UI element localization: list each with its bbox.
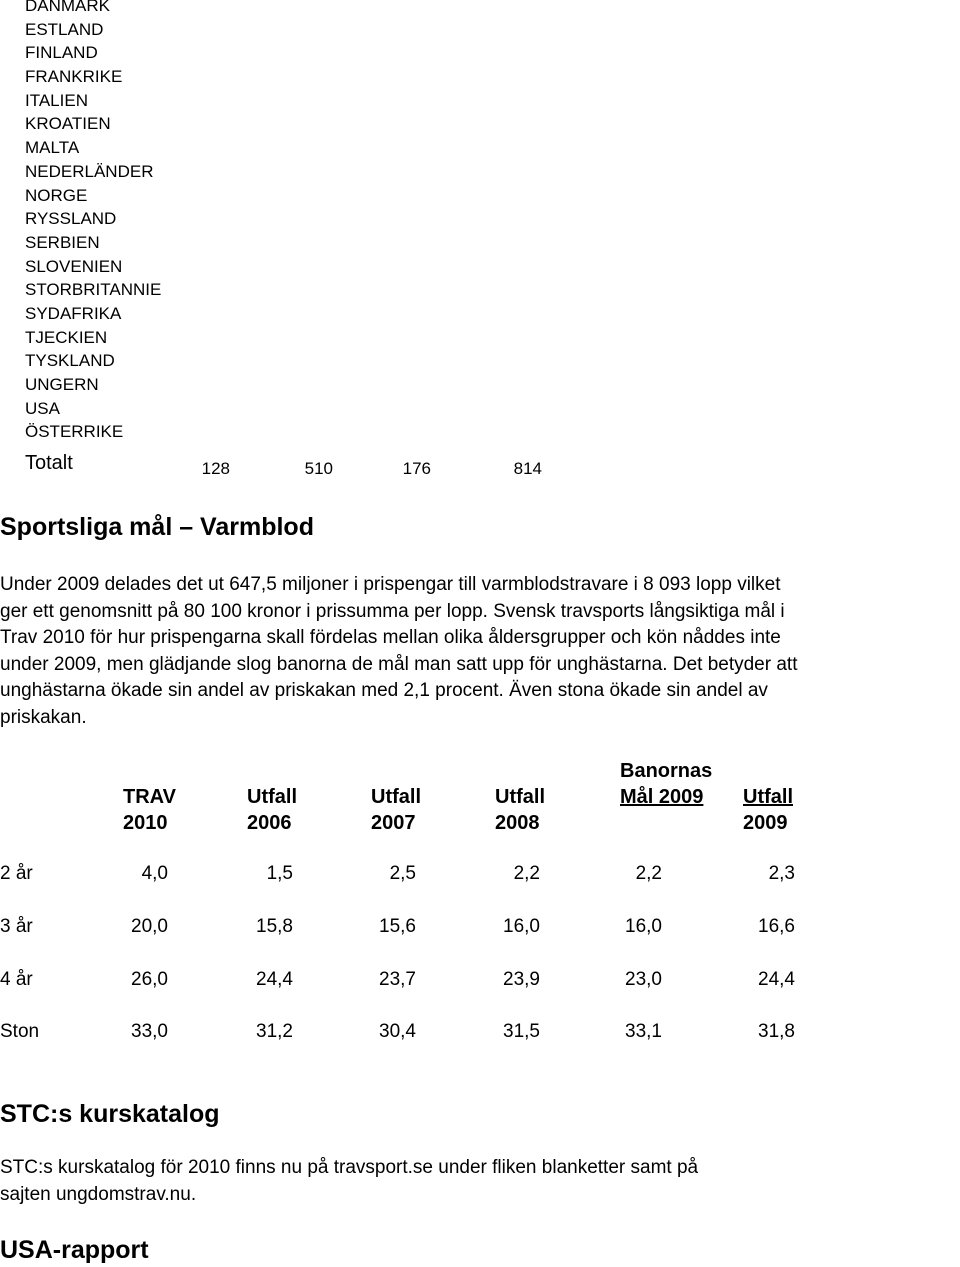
goal-value: 16,0	[625, 916, 662, 937]
goal-row-label: 3 år	[0, 916, 33, 937]
goal-value: 20,0	[131, 916, 168, 937]
country-name: NORGE	[25, 185, 88, 205]
country-name: TYSKLAND	[25, 351, 115, 371]
goal-row	[0, 1021, 960, 1049]
goal-value: 30,4	[379, 1021, 416, 1042]
header-banornas: Banornas	[620, 760, 713, 782]
paragraph-line: STC:s kurskatalog för 2010 finns nu på travsport.se under fliken blanketter samt på	[0, 1157, 699, 1178]
total-label: Totalt	[25, 452, 73, 474]
header-utfall-2009-year: 2009	[743, 812, 788, 834]
header-utfall-2006: Utfall	[247, 786, 297, 808]
goal-value: 16,6	[758, 916, 795, 937]
country-name: TJECKIEN	[25, 327, 108, 347]
goal-value: 23,0	[625, 969, 662, 990]
paragraph-line: Trav 2010 för hur prispengarna skall fördelas mellan olika åldersgrupper och kön nåddes inte	[0, 627, 781, 648]
country-name: USA	[25, 398, 60, 418]
goal-value: 31,8	[758, 1021, 795, 1042]
country-name: ESTLAND	[25, 19, 104, 39]
goal-value: 31,2	[256, 1021, 293, 1042]
goal-value: 24,4	[256, 969, 293, 990]
paragraph-line: under 2009, men glädjande slog banorna de mål man satt upp för unghästarna. Det betyder att	[0, 653, 798, 675]
goal-row	[0, 916, 960, 944]
country-name: FRANKRIKE	[25, 67, 123, 87]
goal-value: 2,2	[635, 863, 662, 884]
goal-value: 26,0	[131, 969, 168, 990]
goal-value: 15,6	[379, 916, 416, 937]
section-heading-usa-rapport: USA-rapport	[0, 1236, 149, 1264]
country-name: SYDAFRIKA	[25, 303, 122, 323]
paragraph-line: ger ett genomsnitt på 80 100 kronor i prissumma per lopp. Svensk travsports långsiktiga mål i	[0, 600, 785, 622]
goal-value: 23,7	[379, 969, 416, 990]
paragraph-line: priskakan.	[0, 706, 87, 728]
country-name: FINLAND	[25, 43, 98, 63]
goal-value: 2,3	[768, 863, 795, 884]
header-trav: TRAV	[123, 786, 176, 808]
paragraph-line: Under 2009 delades det ut 647,5 miljoner i prispengar till varmblodstravare i 8 093 lopp vilket	[0, 574, 781, 595]
country-name: RYSSLAND	[25, 209, 117, 229]
country-name: STORBRITANNIE	[25, 280, 162, 300]
country-name: UNGERN	[25, 375, 99, 394]
header-trav-year: 2010	[123, 812, 168, 834]
total-value: 510	[304, 459, 333, 478]
paragraph-line: unghästarna ökade sin andel av priskakan med 2,1 procent. Även stona ökade sin andel av	[0, 680, 768, 701]
goal-row-label: 2 år	[0, 863, 33, 884]
goal-value: 33,0	[131, 1021, 168, 1042]
goal-value: 16,0	[503, 916, 540, 937]
paragraph-line: sajten ungdomstrav.nu.	[0, 1183, 197, 1205]
goal-row-label: Ston	[0, 1021, 40, 1042]
header-utfall-2008: Utfall	[495, 786, 545, 808]
country-name: MALTA	[25, 138, 80, 158]
goal-row	[0, 969, 960, 997]
country-name: SLOVENIEN	[25, 256, 123, 276]
goal-row-label: 4 år	[0, 969, 33, 990]
country-name: ITALIEN	[25, 90, 88, 110]
country-name: ÖSTERRIKE	[25, 422, 124, 442]
country-name: KROATIEN	[25, 114, 111, 134]
section-heading-kurskatalog: STC:s kurskatalog	[0, 1100, 220, 1128]
country-name: SERBIEN	[25, 232, 100, 252]
header-utfall-2008-year: 2008	[495, 812, 540, 834]
goal-value: 24,4	[758, 969, 795, 990]
goal-value: 15,8	[256, 916, 293, 937]
goal-value: 23,9	[503, 969, 540, 990]
header-utfall-2007: Utfall	[371, 786, 421, 808]
goal-value: 2,2	[513, 863, 540, 884]
section-paragraph-varmblod	[0, 572, 958, 731]
goal-value: 2,5	[389, 863, 416, 884]
country-name: NEDERLÄNDER	[25, 161, 154, 181]
total-value: 128	[201, 459, 230, 478]
header-utfall-2007-year: 2007	[371, 812, 416, 834]
goal-value: 1,5	[266, 863, 293, 884]
header-utfall-2006-year: 2006	[247, 812, 292, 834]
section-heading-varmblod: Sportsliga mål – Varmblod	[0, 513, 314, 541]
section-paragraph-kurskatalog	[0, 1155, 958, 1208]
goal-value: 33,1	[625, 1021, 662, 1042]
total-value: 814	[513, 459, 542, 478]
goal-value: 31,5	[503, 1021, 540, 1042]
country-total-row	[0, 452, 960, 482]
goal-value: 4,0	[141, 863, 168, 884]
country-name: DANMARK	[25, 0, 111, 15]
header-banornas-mal: Mål 2009	[620, 786, 704, 808]
header-utfall-2009: Utfall	[743, 786, 793, 808]
total-value: 176	[402, 459, 431, 478]
goal-row	[0, 863, 960, 891]
